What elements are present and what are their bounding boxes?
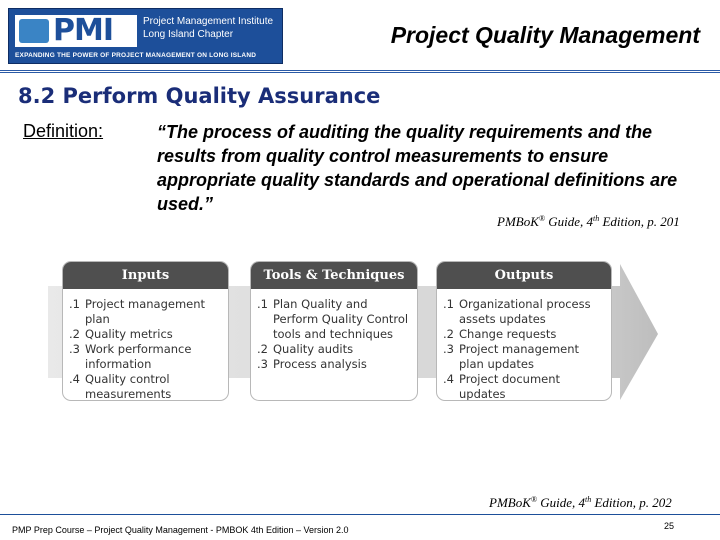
logo-org-line2: Long Island Chapter <box>143 29 234 40</box>
globe-icon <box>19 19 49 43</box>
list-item <box>251 297 417 342</box>
list-item <box>251 342 417 357</box>
pmi-logo <box>8 8 283 64</box>
item-text: Work performance information <box>85 342 192 371</box>
outputs-title: Outputs <box>437 262 611 289</box>
outputs-list <box>437 297 611 401</box>
header <box>0 0 720 68</box>
list-item <box>437 297 611 327</box>
item-number: .1 <box>443 297 454 311</box>
definition-label: Definition: <box>23 121 104 141</box>
citation-bottom-reg: ® <box>530 495 537 504</box>
list-item <box>251 357 417 372</box>
citation-bottom-post: Edition, p. 202 <box>591 495 672 510</box>
item-text: Plan Quality and Perform Quality Control tools and techniques <box>273 297 409 341</box>
item-number: .1 <box>257 297 268 311</box>
inputs-list <box>63 297 228 401</box>
item-text: Organizational process assets updates <box>459 297 591 326</box>
inputs-title: Inputs <box>63 262 228 289</box>
header-divider <box>0 70 720 78</box>
citation-bottom-pre: PMBoK <box>489 495 531 510</box>
list-item <box>437 342 611 372</box>
list-item <box>63 297 228 327</box>
list-item <box>63 372 228 401</box>
tools-panel <box>250 261 418 401</box>
footer-text: PMP Prep Course – Project Quality Management - PMBOK 4th Edition – Version 2.0 <box>12 525 349 535</box>
item-number: .4 <box>69 372 80 386</box>
item-number: .3 <box>443 342 454 356</box>
item-text: Quality audits <box>273 342 354 356</box>
item-text: Change requests <box>459 327 557 341</box>
inputs-panel <box>62 261 229 401</box>
list-item <box>63 327 228 342</box>
footer-divider <box>0 514 720 515</box>
slide-title: Project Quality Management <box>390 22 700 48</box>
item-number: .2 <box>443 327 454 341</box>
logo-mark <box>15 15 137 47</box>
citation-top-post: Edition, p. 201 <box>599 214 680 229</box>
tools-title: Tools & Techniques <box>251 262 417 289</box>
citation-bottom <box>489 495 672 511</box>
citation-top-sup: th <box>593 214 600 223</box>
outputs-panel <box>436 261 612 401</box>
list-item <box>437 327 611 342</box>
item-text: Quality metrics <box>85 327 173 341</box>
item-text: Project management plan <box>85 297 206 326</box>
citation-top-mid: Guide, 4 <box>544 214 593 229</box>
item-number: .3 <box>69 342 80 356</box>
list-item <box>63 342 228 372</box>
citation-bottom-mid: Guide, 4 <box>536 495 585 510</box>
item-number: .4 <box>443 372 454 386</box>
item-number: .2 <box>257 342 268 356</box>
citation-bottom-sup: th <box>585 495 592 504</box>
page-number: 25 <box>664 521 675 531</box>
citation-top-reg: ® <box>538 214 545 223</box>
list-item <box>437 372 611 401</box>
section-heading: 8.2 Perform Quality Assurance <box>18 84 381 108</box>
item-number: .1 <box>69 297 80 311</box>
item-text: Project document updates <box>459 372 561 401</box>
citation-top-pre: PMBoK <box>497 214 539 229</box>
itto-diagram <box>48 258 660 406</box>
logo-letters: PMI <box>53 13 114 48</box>
item-text: Process analysis <box>273 357 367 371</box>
logo-org-name <box>143 15 279 41</box>
item-text: Quality control measurements <box>85 372 172 401</box>
citation-top <box>497 214 680 230</box>
item-number: .3 <box>257 357 268 371</box>
item-text: Project management plan updates <box>459 342 580 371</box>
logo-tagline: EXPANDING THE POWER OF PROJECT MANAGEMENT ON LONG ISLAND <box>15 52 257 59</box>
item-number: .2 <box>69 327 80 341</box>
tools-list <box>251 297 417 372</box>
definition-text: “The process of auditing the quality requirements and the results from quality control measurements to ensure appropriate quality standards and operational definitions are used.” <box>157 122 678 214</box>
logo-org-line1: Project Management Institute <box>143 16 274 27</box>
